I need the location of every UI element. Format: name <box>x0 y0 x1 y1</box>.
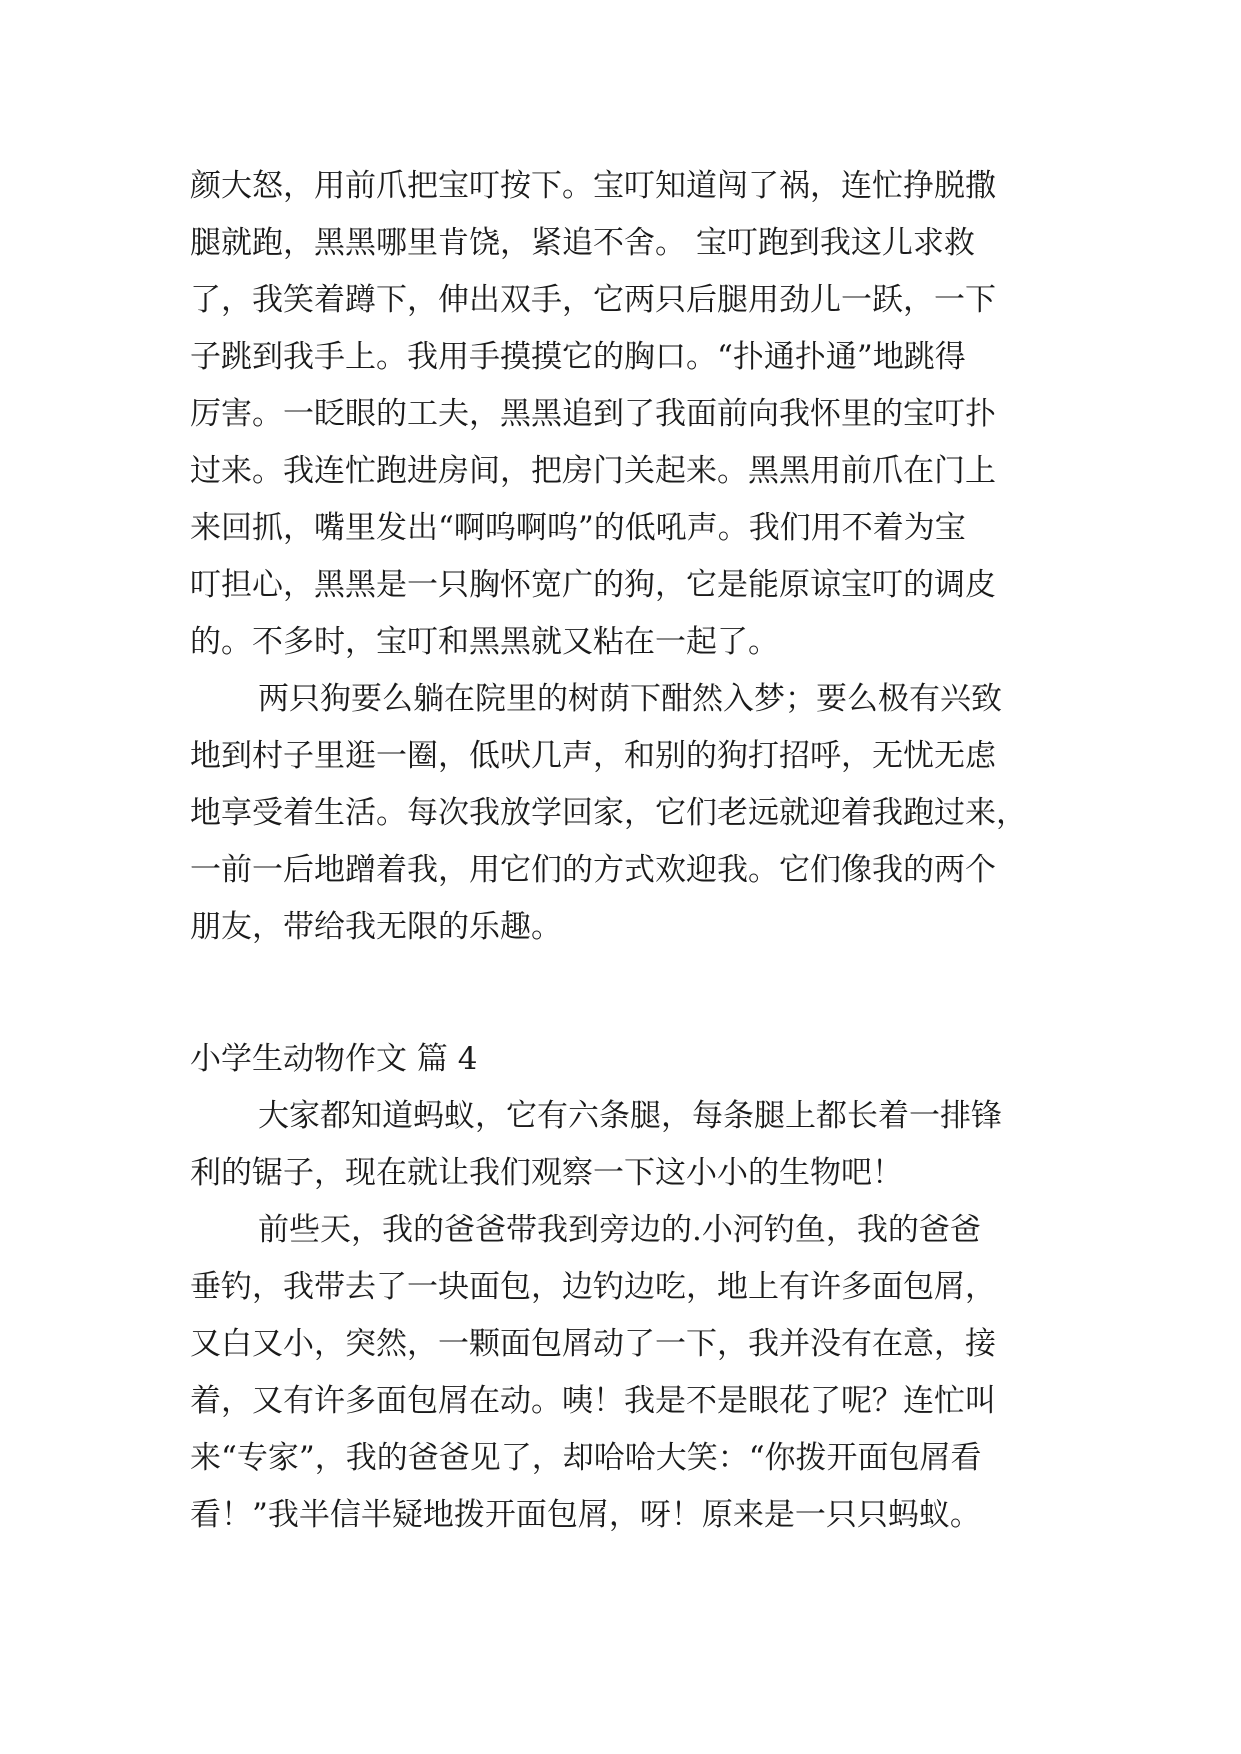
paragraph-line: 着，又有许多面包屑在动。咦！我是不是眼花了呢？连忙叫 <box>190 1383 996 1419</box>
paragraph-line: 来“专家”，我的爸爸见了，却哈哈大笑：“你拨开面包屑看 <box>190 1440 982 1476</box>
paragraph-line: 垂钓，我带去了一块面包，边钓边吃，地上有许多面包屑， <box>190 1269 996 1305</box>
paragraph-line: 一前一后地蹭着我，用它们的方式欢迎我。它们像我的两个 <box>190 852 996 888</box>
paragraph-line: 大家都知道蚂蚁，它有六条腿，每条腿上都长着一排锋 <box>258 1098 1002 1134</box>
paragraph-line: 地享受着生活。每次我放学回家，它们老远就迎着我跑过来， <box>190 795 1027 831</box>
paragraph-line: 朋友，带给我无限的乐趣。 <box>190 909 562 945</box>
paragraph-line: 两只狗要么躺在院里的树荫下酣然入梦；要么极有兴致 <box>258 681 1002 717</box>
paragraph-line: 过来。我连忙跑进房间，把房门关起来。黑黑用前爪在门上 <box>190 453 996 489</box>
paragraph-line: 腿就跑，黑黑哪里肯饶，紧追不舍。 宝叮跑到我这儿求救 <box>190 225 975 261</box>
paragraph-line: 前些天，我的爸爸带我到旁边的.小河钓鱼，我的爸爸 <box>258 1212 981 1248</box>
paragraph-line: 叮担心，黑黑是一只胸怀宽广的狗，它是能原谅宝叮的调皮 <box>190 567 996 603</box>
paragraph-line: 地到村子里逛一圈，低吠几声，和别的狗打招呼，无忧无虑 <box>190 738 996 774</box>
paragraph-line: 子跳到我手上。我用手摸摸它的胸口。“扑通扑通”地跳得 <box>190 339 966 375</box>
paragraph-line: 厉害。一眨眼的工夫，黑黑追到了我面前向我怀里的宝叮扑 <box>190 396 996 432</box>
paragraph-line: 利的锯子，现在就让我们观察一下这小小的生物吧！ <box>190 1155 903 1191</box>
paragraph-line: 看！”我半信半疑地拨开面包屑，呀！原来是一只只蚂蚁。 <box>190 1497 981 1533</box>
paragraph-line: 了，我笑着蹲下，伸出双手，它两只后腿用劲儿一跃，一下 <box>190 282 996 318</box>
paragraph-line: 颜大怒，用前爪把宝叮按下。宝叮知道闯了祸，连忙挣脱撒 <box>190 168 996 204</box>
paragraph-line: 的。不多时，宝叮和黑黑就又粘在一起了。 <box>190 624 779 660</box>
paragraph-line: 来回抓，嘴里发出“啊呜啊呜”的低吼声。我们用不着为宝 <box>190 510 966 546</box>
section-heading: 小学生动物作文 篇 4 <box>190 1041 478 1077</box>
paragraph-line: 又白又小，突然，一颗面包屑动了一下，我并没有在意，接 <box>190 1326 996 1362</box>
